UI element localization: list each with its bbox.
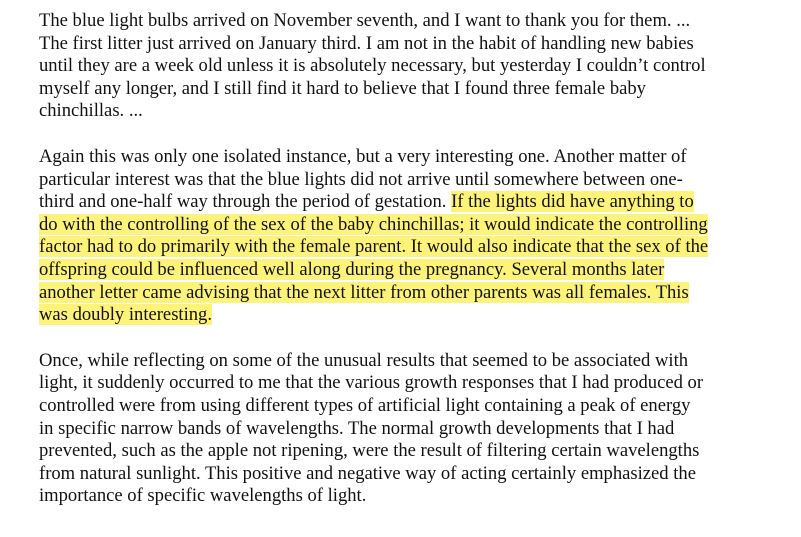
text-segment: myself any longer, and I still find it hard to believe that I found three female baby	[39, 77, 646, 99]
text-line	[39, 395, 769, 418]
text-line	[39, 304, 769, 327]
text-line	[39, 485, 769, 508]
text-line	[39, 191, 769, 214]
text-line	[39, 55, 769, 78]
highlighted-text: was doubly interesting.	[39, 304, 212, 326]
highlighted-text: offspring could be influenced well along during the pregnancy. Several months later	[39, 258, 665, 280]
text-line	[39, 169, 769, 192]
text-line	[39, 259, 769, 282]
text-segment: prevented, such as the apple not ripening, were the result of filtering certain wavelengths	[39, 440, 700, 462]
document-page	[39, 10, 769, 531]
text-line	[39, 100, 769, 123]
paragraph-1	[39, 10, 769, 123]
highlighted-text: another letter came advising that the next litter from other parents was all females. This	[39, 281, 689, 303]
text-segment: importance of specific wavelengths of light.	[39, 485, 367, 507]
text-segment: Once, while reflecting on some of the unusual results that seemed to be associated with	[39, 349, 689, 371]
highlighted-text: do with the controlling of the sex of the baby chinchillas; it would indicate the controlling	[39, 213, 708, 235]
text-line	[39, 214, 769, 237]
text-segment: third and one-half way through the period of gestation.	[39, 191, 452, 213]
text-line	[39, 350, 769, 373]
text-segment: The first litter just arrived on January third. I am not in the habit of handling new babies	[39, 32, 694, 54]
text-segment: The blue light bulbs arrived on November seventh, and I want to thank you for them. ...	[39, 10, 691, 31]
text-segment: light, it suddenly occurred to me that the various growth responses that I had produced or	[39, 372, 704, 394]
paragraph-3	[39, 350, 769, 508]
text-segment: chinchillas. ...	[39, 100, 143, 122]
text-line	[39, 463, 769, 486]
text-segment: until they are a week old unless it is absolutely necessary, but yesterday I couldn’t control	[39, 55, 706, 77]
text-line	[39, 33, 769, 56]
text-segment: particular interest was that the blue lights did not arrive until somewhere between one-	[39, 168, 683, 190]
text-line	[39, 78, 769, 101]
text-line	[39, 440, 769, 463]
text-segment: from natural sunlight. This positive and negative way of acting certainly emphasized the	[39, 462, 696, 484]
text-line	[39, 372, 769, 395]
text-line	[39, 10, 769, 33]
highlighted-text: factor had to do primarily with the female parent. It would also indicate that the sex of the	[39, 236, 709, 258]
text-segment: Again this was only one isolated instance, but a very interesting one. Another matter of	[39, 145, 687, 167]
paragraph-2	[39, 146, 769, 327]
text-line	[39, 146, 769, 169]
text-line	[39, 282, 769, 305]
text-line	[39, 236, 769, 259]
text-segment: in specific narrow bands of wavelengths. The normal growth developments that I had	[39, 417, 675, 439]
highlighted-text: If the lights did have anything to	[451, 191, 694, 213]
text-line	[39, 418, 769, 441]
text-segment: controlled were from using different types of artificial light containing a peak of energy	[39, 394, 691, 416]
